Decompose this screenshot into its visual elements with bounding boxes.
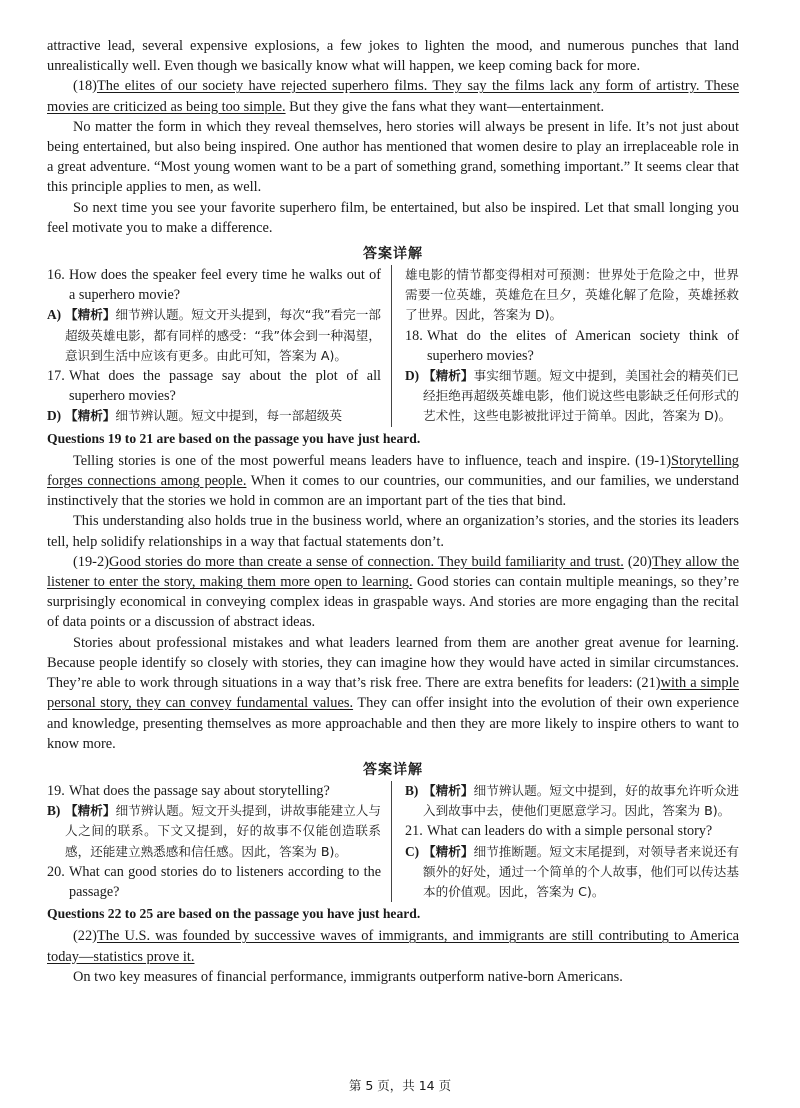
- passage-1-paragraph-2: (18)The elites of our society have rejected superhero films. They say the films lack any form of artistry. These movies are criticized as being too simple. But they give the fans what they want—entertainment.: [47, 78, 739, 115]
- question-18: 18. What do the elites of American society think of superhero movies?: [405, 327, 739, 364]
- passage-1-paragraph-3: No matter the form in which they reveal themselves, hero stories will always be present in life. It’s not just about being entertained, but also being inspired. One author has mentioned that women desire to play an irreplaceable role in a great adventure. “Most young women want to be a part of something grand, something important.” It seems clear that this principle applies to men, as well.: [47, 118, 739, 196]
- questions-19-21-heading: Questions 19 to 21 are based on the passage you have just heard.: [47, 430, 421, 446]
- underlined-key-sentence: They allow the listener to enter the story, making them more open to learning.: [47, 553, 739, 591]
- answer-section-2: [47, 781, 739, 902]
- passage-2-paragraph-1: Telling stories is one of the most powerful means leaders have to influence, teach and inspire. (19-1)Storytelling forges connections among people. When it comes to our countries, our communities, and our families, we understand instinctively that the stories we hold in common are an important part of the ties that bind.: [47, 452, 739, 510]
- answer-17-continued: 雄电影的情节都变得相对可预测：世界处于危险之中，世界需要一位英雄，英雄危在旦夕，英雄化解了危险，英雄拯救了世界。因此，答案为 D)。: [405, 267, 739, 323]
- question-19: 19. What does the passage say about storytelling?: [47, 782, 330, 799]
- passage-3-paragraph-1: [47, 926, 739, 966]
- question-marker: (19-1): [635, 452, 672, 469]
- question-20: 20. What can good stories do to listeners according to the passage?: [47, 863, 381, 900]
- answer-18: D) 【精析】事实细节题。短文中提到，美国社会的精英们已经拒绝再超级英雄电影，他们说这些电影缺乏任何形式的艺术性，这些电影被批评过于简单。因此，答案为 D)。: [405, 368, 740, 424]
- passage-1-paragraph-1: attractive lead, several expensive explosions, a few jokes to lighten the mood, and numerous punches that land unrealistically well. Even though we basically know what will happen, we keep coming back for more.: [47, 38, 739, 75]
- underlined-key-sentence: with a simple personal story, they can convey fundamental values.: [47, 675, 739, 712]
- answer-20: B) 【精析】细节辨认题。短文中提到，好的故事允许听众进入到故事中去，使他们更愿意学习。因此，答案为 B)。: [405, 782, 740, 819]
- answer-section-1: [47, 265, 739, 427]
- underlined-key-sentence: The U.S. was founded by successive waves of immigrants, and immigrants are still contributing to America today—statistics prove it.: [47, 928, 739, 965]
- answer-explanation-heading: 答案详解: [363, 246, 423, 263]
- question-marker: (20): [623, 553, 652, 570]
- answer-column-right: [401, 781, 739, 902]
- page-content: [47, 36, 739, 987]
- question-marker: (21): [636, 675, 661, 692]
- underlined-key-sentence: Storytelling forges connections among people.: [47, 452, 739, 490]
- question-marker: (18): [73, 78, 97, 95]
- answer-column-left: [47, 265, 392, 427]
- underlined-key-sentence: The elites of our society have rejected superhero films. They say the films lack any form of artistry. These movies are criticized as being too simple.: [47, 78, 739, 115]
- questions-22-25-heading: Questions 22 to 25 are based on the passage you have just heard.: [47, 906, 421, 922]
- answer-19: B) 【精析】细节辨认题。短文开头提到，讲故事能建立人与人之间的联系。下文又提到，好的故事不仅能创造联系感，还能建立熟悉感和信任感。因此，答案为 B)。: [47, 803, 382, 859]
- passage-2-paragraph-3: (19-2)Good stories do more than create a sense of connection. They build familiarity and trust. (20)They allow the listener to enter the story, making them more open to learning. Good stories can contain multiple meanings, so they’re surprisingly economical in conveying complex ideas in graspable ways. And stories are more engaging than the recital of data points or a discussion of abstract ideas.: [47, 553, 739, 631]
- question-marker: (19-2): [73, 553, 109, 570]
- page-number: 第 5 页，共 14 页: [348, 1078, 452, 1093]
- question-marker: (22): [73, 928, 97, 945]
- passage-1-paragraph-4: So next time you see your favorite superhero film, be entertained, but also be inspired. Let that small longing you feel motivate you to make a difference.: [47, 199, 739, 236]
- answer-17: D) 【精析】细节辨认题。短文中提到，每一部超级英: [47, 408, 343, 424]
- answer-explanation-heading: 答案详解: [363, 761, 423, 778]
- question-16: 16. How does the speaker feel every time he walks out of a superhero movie?: [47, 267, 381, 304]
- passage-3-paragraph-2: On two key measures of financial performance, immigrants outperform native-born Americans.: [73, 968, 623, 985]
- question-21: 21. What can leaders do with a simple personal story?: [405, 823, 713, 840]
- answer-16: A) 【精析】细节辨认题。短文开头提到，每次“我”看完一部超级英雄电影，都有同样的感受：“我”体会到一种渴望，意识到生活中应该有更多。由此可知，答案为 A)。: [47, 307, 382, 363]
- answer-column-left: [47, 781, 392, 902]
- passage-2-paragraph-4: Stories about professional mistakes and what leaders learned from them are another great avenue for learning. Because people identify so closely with stories, they can imagine how they would have acted in similar circumstances. They’re able to work through situations in a way that’s risk free. There are extra benefits for leaders: (21)with a simple personal story, they can convey fundamental values. They can offer insight into the evolution of their own experience and knowledge, presenting themselves as more approachable and then they are more likely to inspire others to want to know more.: [47, 634, 739, 752]
- answer-column-right: [401, 265, 739, 427]
- answer-21: C) 【精析】细节推断题。短文末尾提到，对领导者来说还有额外的好处，通过一个简单的个人故事，他们可以传达基本的价值观。因此，答案为 C)。: [405, 843, 740, 899]
- passage-2-paragraph-2: This understanding also holds true in the business world, where an organization’s stories, and the stories its leaders tell, help solidify relationships in a way that factual statements don’t.: [47, 513, 739, 550]
- underlined-key-sentence: Good stories do more than create a sense of connection. They build familiarity and trust.: [108, 553, 624, 570]
- question-17: 17. What does the passage say about the plot of all superhero movies?: [47, 368, 381, 405]
